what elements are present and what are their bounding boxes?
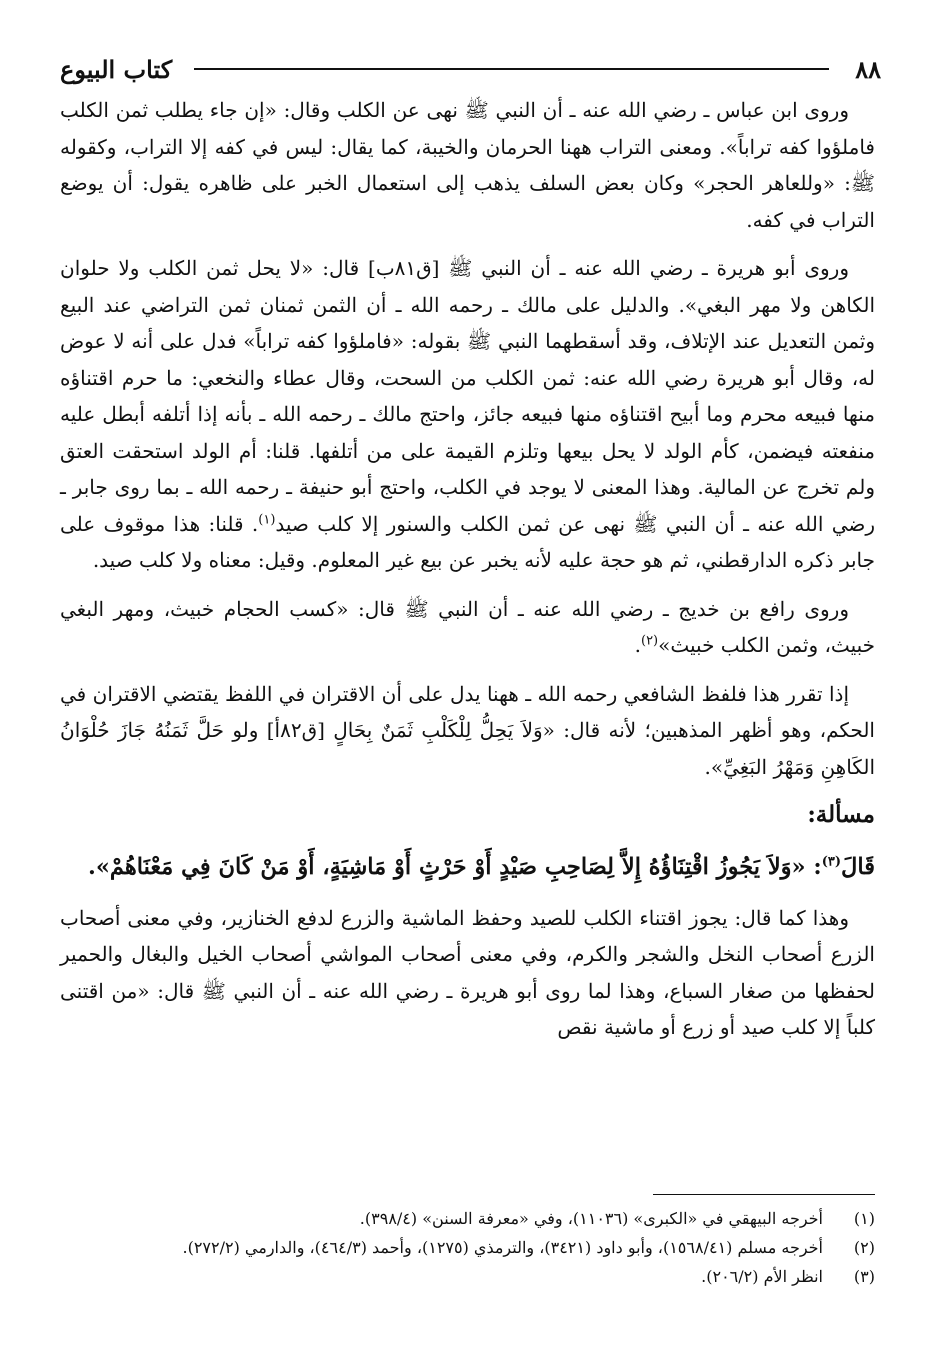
footnote-text: أخرجه البيهقي في «الكبرى» (١١٠٣٦)، وفي «معرفة السنن» (٣٩٨/٤). bbox=[359, 1209, 823, 1228]
footnotes bbox=[60, 1206, 875, 1293]
book-title: كتاب البيوع bbox=[60, 54, 173, 84]
trailing-punct: . bbox=[634, 633, 641, 657]
matn-text: قَالَ$^{(٣)}$: «وَلاَ يَجُوزُ اقْتِنَاؤُهُ إِلاَّ لِصَاحِبِ صَيْدٍ أَوْ حَرْثٍ أَوْ مَاشِيَةٍ، أَوْ مَنْ كَانَ فِي مَعْنَاهُمْ». bbox=[87, 853, 875, 880]
paragraph: إذا تقرر هذا فلفظ الشافعي رحمه الله ـ ههنا يدل على أن الاقتران في اللفظ يقتضي الاقتران في الحكم، وهو أظهر المذهبين؛ لأنه قال: «وَلاَ يَحِلُّ لِلْكَلْبِ ثَمَنٌ بِحَالٍ [ق٨٢أ] ولو حَلَّ ثَمَنُهُ جَازَ حُلْوَانُ الكَاهِنِ وَمَهْرُ البَغِيِّ». bbox=[60, 681, 875, 779]
footnote-ref-3[interactable]: (٣) bbox=[821, 854, 842, 869]
paragraph: وروى أبو هريرة ـ رضي الله عنه ـ أن النبي ﷺ [ق٨١ب] قال: «لا يحل ثمن الكلب ولا حلوان الكاهن ولا مهر البغي». والدليل على مالك ـ رحمه الله ـ أن الثمن ثمنان ثمن التراضي عند البيع وثمن التعديل عند الإتلاف، وقد أسقطهما النبي ﷺ بقوله: «فاملؤوا كفه تراباً» فدل على أنه لا عوض له، وقال أبو هريرة رضي الله عنه: ثمن الكلب من السحت، وقال عطاء والنخعي: ما حرم اقتناؤه منها فبيعه محرم وما أبيح اقتناؤه منها فبيعه جائز، واحتج مالك ـ رحمه الله ـ بأنه إذا أتلفه أبطل عليه منفعته فيضمن، كأم الولد لا يحل بيعها وتلزم القيمة على من أتلفها. قلنا: أم الولد استحقت العتق ولم تخرج عن المالية. وهذا المعنى لا يوجد في الكلب، واحتج أبو حنيفة ـ رحمه الله ـ بما روى جابر ـ رضي الله عنه ـ أن النبي ﷺ نهى عن ثمن الكلب والسنور إلا كلب صيد$^{(١)}$. قلنا: هذا موقوف على جابر ذكره الدارقطني، ثم هو حجة عليه لأنه يخبر عن بيع غير المعلوم. وقيل: معناه ولا كلب صيد. bbox=[60, 256, 876, 572]
header-rule bbox=[194, 68, 829, 70]
footnote bbox=[60, 1235, 875, 1260]
paragraph: وهذا كما قال: يجوز اقتناء الكلب للصيد وحفظ الماشية والزرع لدفع الخنازير، وفي معنى أصحاب الزرع أصحاب النخل والشجر والكرم، وفي معنى أصحاب المواشي أصحاب الخيل والبغال والحمير لحفظها من صغار السباع، وهذا لما روى أبو هريرة ـ رضي الله عنه ـ أن النبي ﷺ قال: «من اقتنى كلباً إلا كلب صيد أو زرع أو ماشية نقص bbox=[60, 905, 875, 1039]
paragraph: وروى ابن عباس ـ رضي الله عنه ـ أن النبي ﷺ نهى عن الكلب وقال: «إن جاء يطلب ثمن الكلب فاملؤوا كفه تراباً». ومعنى التراب ههنا الحرمان والخيبة، كما يقال: ليس في كفه إلا التراب، وكقوله ﷺ: «وللعاهر الحجر» وكان بعض السلف يذهب إلى استعمال الخبر على ظاهره يقول: أن يوضع التراب في كفه. bbox=[60, 98, 875, 232]
footnote-number: (٣) bbox=[853, 1267, 875, 1286]
section-heading: مسألة: bbox=[807, 801, 875, 828]
footnote-number: (١) bbox=[853, 1209, 875, 1228]
footnote-text: انظر الأم (٢٠٦/٢). bbox=[701, 1267, 823, 1286]
footnote-text: أخرجه مسلم (١٥٦٨/٤١)، وأبو داود (٣٤٢١)، والترمذي (١٢٧٥)، وأحمد (٤٦٤/٣)، والدارمي (٢٧٢/٢). bbox=[182, 1238, 823, 1257]
footnote bbox=[60, 1264, 875, 1289]
paragraph: وروى رافع بن خديج ـ رضي الله عنه ـ أن النبي ﷺ قال: «كسب الحجام خبيث، ومهر البغي خبيث، وثمن الكلب خبيث»$^{(٢)}$. bbox=[60, 596, 875, 657]
footnote bbox=[60, 1206, 875, 1231]
footnote-rule bbox=[653, 1194, 875, 1195]
footnote-ref-2[interactable]: (٢) bbox=[640, 633, 659, 649]
trailing-punct: . bbox=[251, 511, 259, 536]
footnote-ref-1[interactable]: (١) bbox=[258, 511, 276, 527]
page-header bbox=[60, 52, 881, 86]
footnote-number: (٢) bbox=[853, 1238, 875, 1257]
main-text bbox=[60, 92, 875, 1058]
page-number: ٨٨ bbox=[855, 54, 881, 84]
